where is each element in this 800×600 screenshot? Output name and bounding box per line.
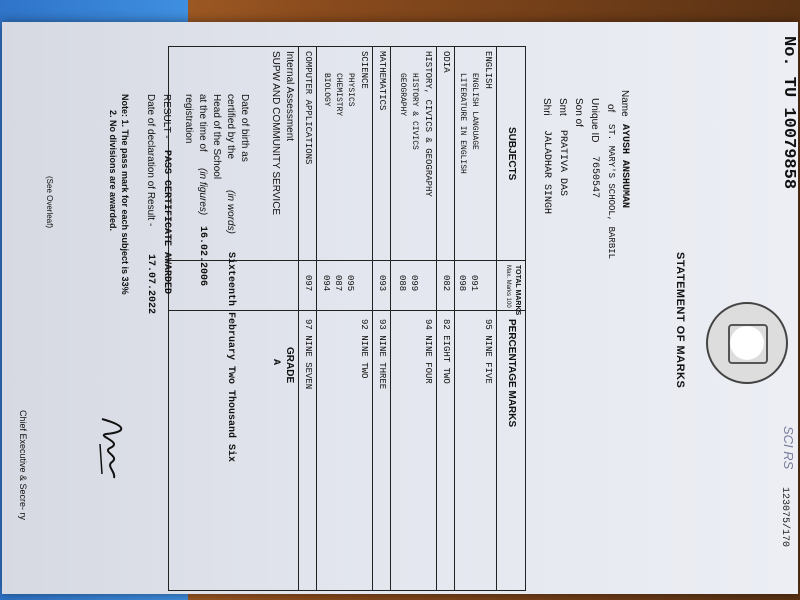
table-row: Internal Assessment [284, 51, 295, 142]
signatory-title: Chief Executive & Secre- ry [18, 410, 28, 521]
table-cell: 095 [345, 275, 355, 292]
father-label: Shri [541, 98, 552, 116]
dob-label: Head of the School [211, 94, 222, 180]
table-cell: 098 [457, 275, 467, 292]
table-cell: 82 EIGHT TWO [441, 319, 451, 384]
mother-label: Smt [557, 98, 568, 116]
table-cell: 082 [441, 275, 451, 292]
table-cell: 099 [409, 275, 419, 292]
dob-words-label: (in words) [225, 190, 236, 234]
signature-icon [92, 414, 132, 484]
declaration-label: Date of declaration of Result - [145, 94, 156, 227]
table-cell: 94 NINE FOUR [423, 319, 433, 384]
row-divider [454, 47, 455, 590]
result-value: PASS CERTIFICATE AWARDED [161, 150, 172, 295]
handwritten-stamp: SCI RS [781, 426, 796, 470]
table-row: MATHEMATICS [377, 51, 387, 111]
col-divider [169, 260, 525, 261]
dob-figures-label: (in figures) [197, 168, 208, 216]
table-cell: 097 [303, 275, 313, 292]
table-row: ENGLISH [483, 51, 493, 89]
note-1: Note: 1. The pass mark for each subject is 33% [120, 94, 130, 295]
percentage-header: PERCENTAGE MARKS [506, 319, 517, 428]
unique-id-label: Unique ID [589, 98, 600, 143]
table-cell: 087 [333, 275, 343, 292]
table-row: SCIENCE [359, 51, 369, 89]
statement-title: STATEMENT OF MARKS [674, 252, 686, 389]
table-cell: 97 NINE SEVEN [303, 319, 313, 390]
row-divider [390, 47, 391, 590]
result-label: RESULT - [161, 94, 172, 139]
declaration-date: 17.07.2022 [145, 254, 156, 315]
council-seal-icon [706, 302, 788, 384]
school-name: ST. MARY'S SCHOOL, BARBIL [606, 124, 616, 260]
mother-name: PRATIVA DAS [557, 130, 568, 197]
row-divider [316, 47, 317, 590]
school-prefix: of [605, 104, 616, 113]
dob-label: registration [183, 94, 194, 144]
table-row: BIOLOGY [322, 73, 331, 107]
table-row: LITERATURE IN ENGLISH [458, 73, 467, 174]
table-row: HISTORY & CIVICS [410, 73, 419, 150]
table-cell: 92 NINE TWO [359, 319, 369, 379]
student-name: AYUSH ANSHUMAN [619, 124, 630, 209]
table-cell: 094 [321, 275, 331, 292]
table-row: SUPW AND COMMUNITY SERVICE [270, 51, 281, 216]
seal-emblem-icon [728, 324, 768, 364]
dob-label: Date of birth as [239, 94, 250, 162]
father-name: JALADHAR SINGH [541, 130, 552, 215]
table-cell: 093 [377, 275, 387, 292]
table-row: PHYSICS [346, 73, 355, 107]
max-marks-note: Max. Marks 100 [505, 265, 511, 308]
table-row: GEOGRAPHY [398, 73, 407, 117]
row-divider [436, 47, 437, 590]
dob-label: at the time of [197, 94, 208, 152]
dob-label: certified by the [225, 94, 236, 160]
table-cell: GRADE [284, 347, 295, 384]
reference-number: 123075/170 [779, 487, 790, 548]
row-divider [298, 47, 299, 590]
dob-words: Sixteenth February Two Thousand Six [225, 252, 236, 463]
col-divider [169, 310, 525, 311]
certificate-number: No. TU 10079858 [779, 36, 798, 190]
note-2: 2. No divisions are awarded. [108, 110, 118, 232]
see-overleaf: (See Overleaf) [45, 176, 54, 229]
table-row: ENGLISH LANGUAGE [470, 73, 479, 150]
subjects-header: SUBJECTS [506, 127, 517, 181]
total-marks-header: TOTAL MARKS [514, 265, 521, 316]
row-divider [372, 47, 373, 590]
table-row: COMPUTER APPLICATIONS [303, 51, 313, 165]
table-cell: 091 [469, 275, 479, 292]
marksheet-paper [2, 22, 798, 594]
unique-id: 7650547 [589, 156, 600, 199]
header-divider [496, 47, 497, 590]
table-row: CHEMISTRY [334, 73, 343, 117]
table-row: ODIA [441, 51, 451, 73]
son-of-label: Son of [573, 98, 584, 127]
table-cell: 088 [397, 275, 407, 292]
table-cell: 95 NINE FIVE [483, 319, 493, 384]
dob-figures: 16.02.2006 [197, 226, 208, 287]
table-cell: 93 NINE THREE [377, 319, 387, 390]
name-label: Name [619, 90, 630, 117]
table-cell: A [270, 359, 281, 366]
table-row: HISTORY, CIVICS & GEOGRAPHY [423, 51, 433, 197]
